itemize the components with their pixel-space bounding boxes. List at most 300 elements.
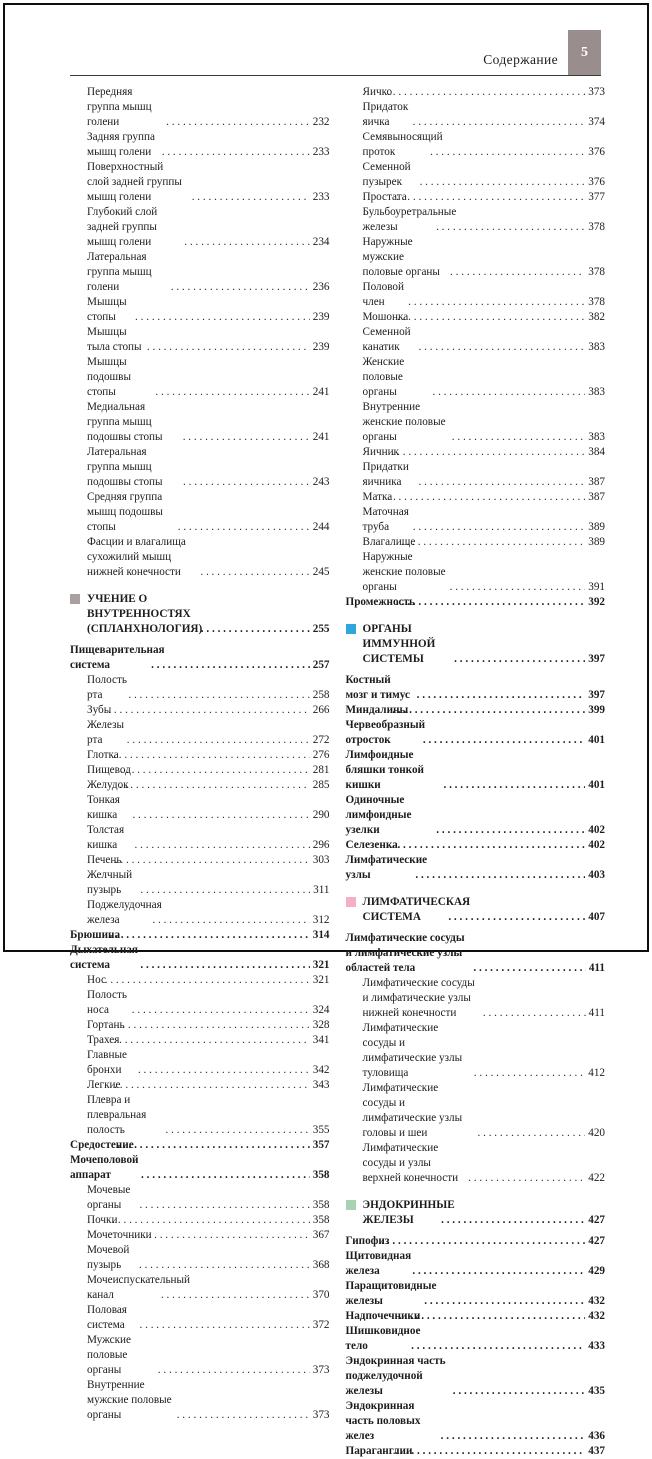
dot-leader [420,175,586,190]
dot-leader [436,220,585,235]
dot-leader [395,1444,586,1459]
toc-entry [70,250,330,295]
toc-entry-label: ЛИМФАТИЧЕСКАЯ СИСТЕМА [362,896,471,923]
toc-entry-label: Глотка [87,749,119,761]
toc-entry-page-number: 266 [312,704,330,716]
dot-leader [453,1384,585,1399]
toc-entry-label: Мужские половые органы [87,1334,131,1376]
toc-entry [70,160,330,205]
toc-entry-label: Лимфатические сосуды и лимфатические узлы туловища [362,1022,463,1079]
toc-entry-page-number: 429 [588,1265,605,1277]
toc-entry-label: Промежность [345,596,415,608]
toc-entry [70,748,330,763]
dot-leader [132,1228,310,1243]
toc-entry-page-number: 401 [588,734,605,746]
toc-entry-page-number: 243 [312,476,330,488]
toc-entry-page-number: 342 [312,1064,330,1076]
toc-entry-label: Бульбоуретральные железы [362,206,457,233]
toc-entry-label: Задняя группа мышц голени [87,131,155,158]
book-page [3,3,649,1457]
toc-entry-label: Полость носа [87,989,127,1016]
toc-entry [70,763,330,778]
toc-entry [70,325,330,355]
toc-entry-page-number: 358 [312,1214,330,1226]
toc-entry-page-number: 427 [588,1235,605,1247]
toc-entry [70,1303,330,1333]
toc-entry-page-number: 387 [588,476,605,488]
dot-leader [413,520,585,535]
toc-entry [70,295,330,325]
toc-entry-page-number: 389 [588,521,605,533]
toc-entry-label: Передняя группа мышц голени [87,86,152,128]
toc-section-header [346,622,606,667]
toc-entry-label: Мочевой пузырь [87,1244,130,1271]
toc-entry-page-number: 436 [588,1430,605,1442]
toc-entry-page-number: 412 [588,1067,605,1079]
toc-entry [70,868,330,898]
dot-leader [155,385,309,400]
toc-entry-page-number: 272 [312,734,330,746]
toc-entry [346,445,606,460]
dot-leader [117,1138,309,1153]
toc-entry-label: Глубокий слой задней группы мышц голени [87,206,158,248]
toc-entry-label: Мышцы тыла стопы [87,326,142,353]
toc-entry [346,703,606,718]
toc-entry [70,778,330,793]
toc-entry-label: Лимфоидные бляшки тонкой кишки [345,749,425,791]
dot-leader [419,340,586,355]
toc-entry [70,1078,330,1093]
toc-entry [70,853,330,868]
toc-entry-page-number: 244 [312,521,330,533]
dot-leader [177,1408,310,1423]
dot-leader [392,445,586,460]
toc-entry-label: Миндалины [345,704,409,716]
toc-entry-page-number: 285 [312,779,330,791]
toc-entry-page-number: 437 [588,1445,605,1457]
toc-entry [70,1093,330,1138]
toc-entry-page-number: 433 [588,1340,605,1352]
toc-entry-label: Лимфатические сосуды и лимфатические узлы головы и шеи [362,1082,463,1139]
toc-entry-page-number: 343 [312,1079,330,1091]
dot-leader [417,688,586,703]
toc-entry-page-number: 383 [588,341,605,353]
toc-section-header [346,1198,606,1228]
toc-entry-label: Семенной пузырек [362,161,411,188]
dot-leader [135,838,310,853]
toc-entry-page-number: 257 [312,659,330,671]
toc-entry-label: Надпочечники [345,1310,421,1322]
toc-entry-label: Маточная труба [362,506,409,533]
toc-entry-label: Мошонка [362,311,409,323]
toc-entry-label: Эндокринная часть половых желез [345,1400,421,1442]
toc-entry [346,205,606,235]
toc-entry-page-number: 239 [312,341,330,353]
toc-entry-label: Полость рта [87,674,127,701]
toc-entry-label: Средостение [70,1139,134,1151]
toc-entry-label: Внутренние мужские половые органы [87,1379,172,1421]
toc-entry-page-number: 376 [588,146,605,158]
toc-entry [346,1399,606,1444]
toc-entry [70,355,330,400]
immune-section-marker-icon [346,624,356,634]
dot-leader [112,1213,309,1228]
page-title: Содержание [483,52,558,67]
toc-entry-label: Параганглии [345,1445,413,1457]
toc-entry-page-number: 321 [312,959,330,971]
toc-entry-label: ЭНДОКРИННЫЕ ЖЕЛЕЗЫ [362,1199,455,1226]
toc-entry-label: Железы рта [87,719,125,746]
toc-entry-label: УЧЕНИЕ О ВНУТРЕННОСТЯХ (СПЛАНХНОЛОГИЯ) [87,593,203,635]
dot-leader [396,190,585,205]
toc-entry-page-number: 258 [312,689,330,701]
toc-entry-label: Костный мозг и тимус [345,674,410,701]
toc-entry-page-number: 411 [588,1007,605,1019]
toc-entry [70,973,330,988]
toc-entry-page-number: 435 [588,1385,605,1397]
dot-leader [184,235,309,250]
toc-entry-label: Желудок [87,779,129,791]
toc-entry [70,988,330,1018]
dot-leader [108,703,309,718]
toc-entry-label: Нос [87,974,106,986]
dot-leader [454,652,585,667]
toc-entry [70,943,330,973]
toc-entry [346,400,606,445]
dot-leader [397,310,585,325]
dot-leader [386,838,585,853]
toc-entry-page-number: 324 [312,1004,330,1016]
toc-entry-label: Пищеварительная система [70,644,165,671]
toc-entry [70,1048,330,1078]
toc-entry-page-number: 290 [312,809,330,821]
toc-entry-label: Мышцы стопы [87,296,127,323]
dot-leader [166,1123,310,1138]
toc-entry-label: Женские половые органы [362,356,405,398]
dot-leader [117,1018,310,1033]
toc-entry-page-number: 384 [588,446,605,458]
dot-leader [140,883,310,898]
toc-entry [70,445,330,490]
toc-entry [346,160,606,190]
toc-entry-page-number: 314 [312,929,330,941]
dot-leader [161,1288,310,1303]
dot-leader [441,1213,585,1228]
toc-entry [346,595,606,610]
toc-entry [346,853,606,883]
endocrine-section-marker-icon [346,1200,356,1210]
toc-entry-page-number: 377 [588,191,605,203]
toc-entry-label: Гипофиз [345,1235,390,1247]
toc-entry [346,718,606,748]
splanchnology-section-marker-icon [70,594,80,604]
dot-leader [387,85,585,100]
toc-entry-page-number: 432 [588,1295,605,1307]
toc-entry-page-number: 427 [588,1214,605,1226]
toc-entry [70,718,330,748]
toc-entry-label: Щитовидная железа [345,1250,412,1277]
dot-leader [132,1003,310,1018]
dot-leader [140,958,309,973]
toc-entry-label: Зубы [87,704,112,716]
dot-leader [474,1066,585,1081]
toc-entry-label: Почки [87,1214,118,1226]
toc-entry [346,1249,606,1279]
toc-entry-label: Влагалище [362,536,416,548]
dot-leader [432,385,585,400]
dot-leader [151,658,310,673]
dot-leader [415,868,585,883]
toc-entry [346,310,606,325]
dot-leader [139,1258,310,1273]
dot-leader [452,430,585,445]
toc-entry [346,100,606,130]
dot-leader [171,280,310,295]
toc-entry-page-number: 239 [312,311,330,323]
dot-leader [430,145,585,160]
dot-leader [424,1294,585,1309]
toc-entry-page-number: 311 [313,884,330,896]
toc-entry-page-number: 234 [312,236,330,248]
toc-entry-label: Придаток яичка [362,101,409,128]
toc-entry-page-number: 378 [588,266,605,278]
dot-leader [152,913,309,928]
toc-entry-label: Желчный пузырь [87,869,133,896]
toc-entry-page-number: 376 [588,176,605,188]
toc-entry-page-number: 358 [312,1199,330,1211]
toc-entry-label: Мочеточники [87,1229,152,1241]
toc-entry-page-number: 391 [588,581,605,593]
toc-entry-label: Гортань [87,1019,125,1031]
page-number-tab [568,30,601,75]
dot-leader [132,808,309,823]
dot-leader [412,1264,585,1279]
toc-entry [346,190,606,205]
toc-entry-label: Главные бронхи [87,1049,127,1076]
toc-entry-page-number: 402 [588,824,605,836]
toc-entry [346,355,606,400]
toc-entry-page-number: 255 [312,623,330,635]
dot-leader [140,1318,310,1333]
toc-entry-page-number: 328 [312,1019,330,1031]
dot-leader [401,535,585,550]
toc-entry-page-number: 407 [588,911,605,923]
toc-entry-page-number: 233 [312,146,330,158]
toc-entry-label: Семенной канатик [362,326,411,353]
dot-leader [478,1126,586,1141]
toc-entry-label: Лимфатические сосуды и лимфатические узлы нижней конечности [362,977,475,1019]
dot-leader [201,622,310,637]
toc-entry-label: Половая система [87,1304,127,1331]
dot-leader [448,910,585,925]
toc-entry-page-number: 276 [312,749,330,761]
toc-entry [346,490,606,505]
toc-entry-label: Медиальная группа мышц подошвы стопы [87,401,163,443]
toc-section-header [346,895,606,925]
toc-entry-label: Тонкая кишка [87,794,120,821]
dot-leader [411,1339,585,1354]
toc-entry-label: Поверхностный слой задней группы мышц голени [87,161,182,203]
toc-entry-page-number: 373 [588,86,605,98]
dot-leader [408,295,585,310]
toc-entry [70,130,330,160]
toc-entry-label: Наружные женские половые органы [362,551,446,593]
dot-leader [178,520,310,535]
toc-entry-label: Половой член [362,281,404,308]
toc-entry-label: Лимфатические сосуды и лимфатические узлы областей тела [345,932,465,974]
toc-entry-label: Шишковидное тело [345,1325,421,1352]
dot-leader [166,115,310,130]
dot-leader [450,265,585,280]
toc-entry [70,490,330,535]
toc-entry [70,1228,330,1243]
dot-leader [423,733,585,748]
dot-leader [138,1063,310,1078]
dot-leader [135,310,310,325]
dot-leader [114,1078,310,1093]
toc-entry [346,1324,606,1354]
toc-entry-label: Печень [87,854,122,866]
toc-entry-page-number: 382 [588,311,605,323]
toc-entry-page-number: 358 [312,1169,330,1181]
toc-entry [346,1081,606,1141]
toc-entry-label: Наружные мужские половые органы [362,236,440,278]
toc-entry [70,1213,330,1228]
dot-leader [468,1171,585,1186]
header-rule [70,75,601,76]
toc-entry [346,931,606,976]
dot-leader [158,1363,310,1378]
dot-leader [105,973,310,988]
toc-entry [70,643,330,673]
toc-entry-page-number: 373 [312,1409,330,1421]
toc-entry-label: Внутренние женские половые органы [362,401,446,443]
toc-entry [346,460,606,490]
toc-columns [70,85,605,1459]
toc-entry [346,838,606,853]
lymphatic-section-marker-icon [346,897,356,907]
toc-entry-label: Семявыносящий проток [362,131,443,158]
toc-entry-page-number: 399 [588,704,605,716]
toc-entry [70,928,330,943]
toc-entry-label: Легкие [87,1079,121,1091]
toc-entry [70,823,330,853]
toc-entry [346,235,606,280]
dot-leader [113,748,310,763]
toc-entry-label: Яичник [362,446,399,458]
toc-entry-page-number: 383 [588,386,605,398]
toc-entry [70,535,330,580]
dot-leader [128,688,309,703]
toc-entry [70,1273,330,1303]
toc-entry-label: Латеральная группа мышц голени [87,251,152,293]
toc-entry-page-number: 355 [312,1124,330,1136]
toc-entry [70,1333,330,1378]
dot-leader [436,823,585,838]
toc-entry-page-number: 392 [588,596,605,608]
toc-entry [346,976,606,1021]
toc-entry-page-number: 432 [588,1310,605,1322]
toc-entry-label: Лимфатические узлы [345,854,428,881]
toc-entry [346,505,606,535]
dot-leader [115,853,310,868]
toc-entry [70,1378,330,1423]
dot-leader [183,475,310,490]
toc-entry-label: ОРГАНЫ ИММУННОЙ СИСТЕМЫ [362,623,436,665]
toc-entry-page-number: 367 [312,1229,330,1241]
dot-leader [392,703,585,718]
toc-entry-label: Одиночные лимфоидные узелки [345,794,412,836]
toc-entry [346,85,606,100]
toc-entry-label: Паращитовидные железы [345,1280,437,1307]
toc-entry [346,748,606,793]
toc-entry [346,1021,606,1081]
toc-entry-label: Эндокринная часть поджелудочной железы [345,1355,446,1397]
toc-column-left [70,85,330,1423]
toc-entry [346,1141,606,1186]
toc-entry-label: Мочеиспускательный канал [87,1274,191,1301]
toc-entry-label: Лимфатические сосуды и узлы верхней конечности [362,1142,459,1184]
dot-leader [114,1033,310,1048]
toc-entry [346,325,606,355]
toc-entry-page-number: 403 [588,869,605,881]
toc-entry [346,793,606,838]
toc-entry [70,898,330,928]
toc-entry [346,1354,606,1399]
toc-entry-label: Яичко [362,86,393,98]
toc-entry [346,1234,606,1249]
toc-entry-page-number: 378 [588,296,605,308]
toc-entry [70,673,330,703]
toc-entry-label: Дыхательная система [70,944,138,971]
toc-entry-page-number: 378 [588,221,605,233]
toc-entry-page-number: 357 [312,1139,330,1151]
toc-entry-label: Пищевод [87,764,131,776]
toc-entry-label: Мочеполовой аппарат [70,1154,139,1181]
toc-entry [346,535,606,550]
toc-entry-page-number: 368 [312,1259,330,1271]
dot-leader [441,1429,586,1444]
toc-entry-page-number: 372 [312,1319,330,1331]
dot-leader [139,1198,309,1213]
toc-entry-label: Селезенка [345,839,398,851]
dot-leader [127,733,310,748]
toc-entry-label: Придатки яичника [362,461,409,488]
toc-entry-page-number: 281 [312,764,330,776]
toc-entry-page-number: 303 [312,854,330,866]
toc-entry [70,400,330,445]
dot-leader [110,928,310,943]
toc-entry-page-number: 402 [588,839,605,851]
dot-leader [443,778,585,793]
dot-leader [483,1006,586,1021]
toc-entry-page-number: 387 [588,491,605,503]
toc-column-right [346,85,606,1459]
toc-entry-label: Мочевые органы [87,1184,131,1211]
toc-section-header [70,592,330,637]
toc-entry-page-number: 341 [312,1034,330,1046]
toc-entry-label: Толстая кишка [87,824,125,851]
toc-entry-label: Фасции и влагалища сухожилий мышц нижней конечности [87,536,186,578]
toc-entry-page-number: 370 [312,1289,330,1301]
toc-entry-page-number: 241 [312,431,330,443]
toc-entry [346,1444,606,1459]
toc-entry-page-number: 241 [312,386,330,398]
toc-entry-label: Поджелудочная железа [87,899,162,926]
dot-leader [183,430,310,445]
toc-entry-label: Трахея [87,1034,120,1046]
dot-leader [119,778,310,793]
